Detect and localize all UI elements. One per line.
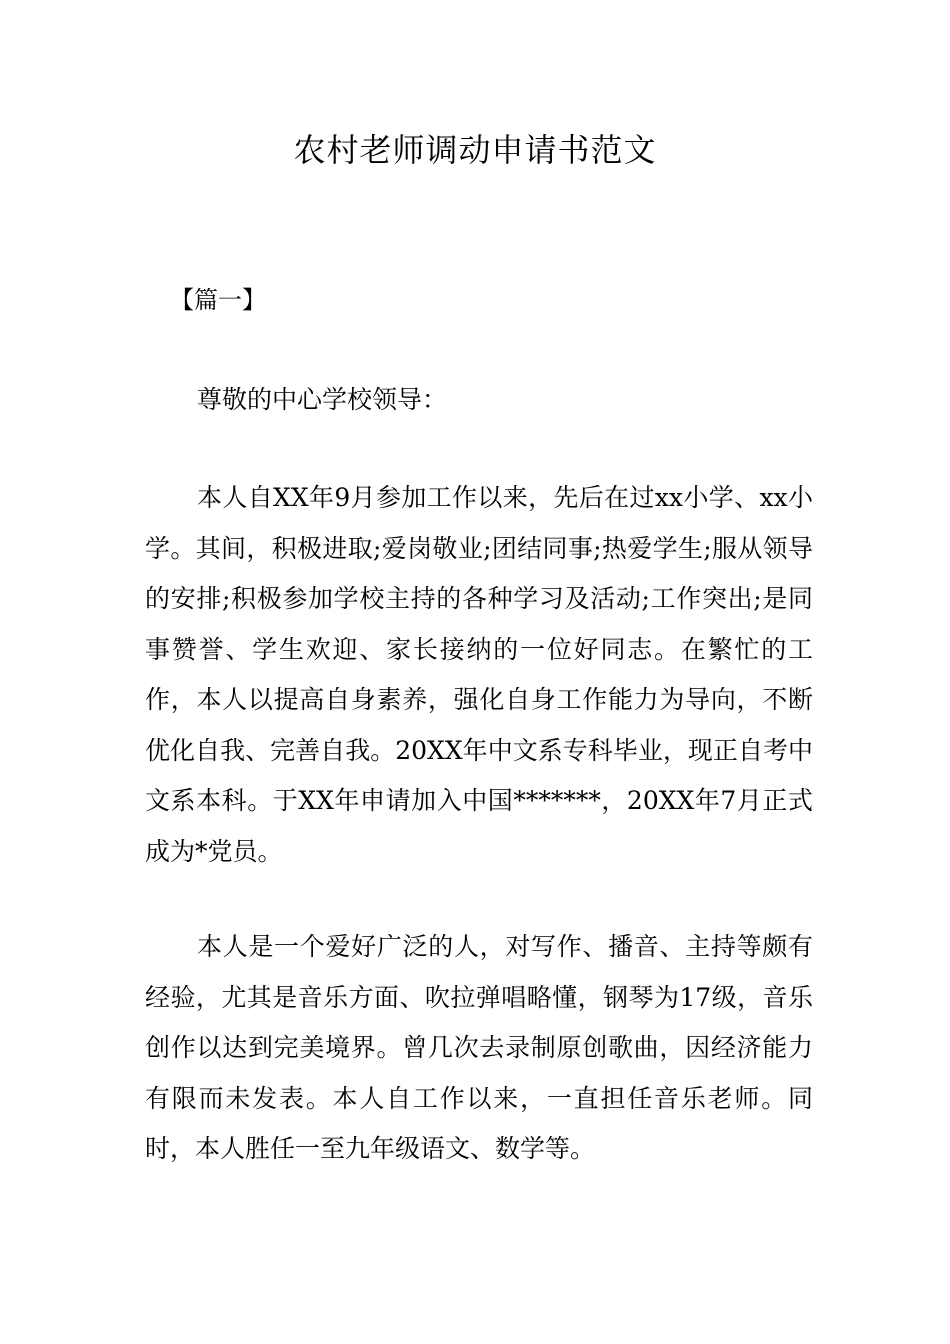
paragraph-1: 本人自XX年9月参加工作以来，先后在过xx小学、xx小学。其间，积极进取;爱岗敬业;团结同事;热爱学生;服从领导的安排;积极参加学校主持的各种学习及活动;工作突出;是同事赞誉、学生欢迎、家长接纳的一位好同志。在繁忙的工作，本人以提高自身素养，强化自身工作能力为导向，不断优化自我、完善自我。20XX年中文系专科毕业，现正自考中文系本科。于XX年申请加入中国*******，20XX年7月正式成为*党员。 — [145, 483, 813, 866]
document-title: 农村老师调动申请书范文 — [293, 131, 657, 169]
section-label: 【篇一】 — [170, 286, 266, 314]
paragraph-2: 本人是一个爱好广泛的人，对写作、播音、主持等颇有经验，尤其是音乐方面、吹拉弹唱略懂，钢琴为17级，音乐创作以达到完美境界。曾几次去录制原创歌曲，因经济能力有限而未发表。本人自工作以来，一直担任音乐老师。同时，本人胜任一至九年级语文、数学等。 — [145, 932, 813, 1163]
salutation: 尊敬的中心学校领导： — [197, 385, 448, 414]
